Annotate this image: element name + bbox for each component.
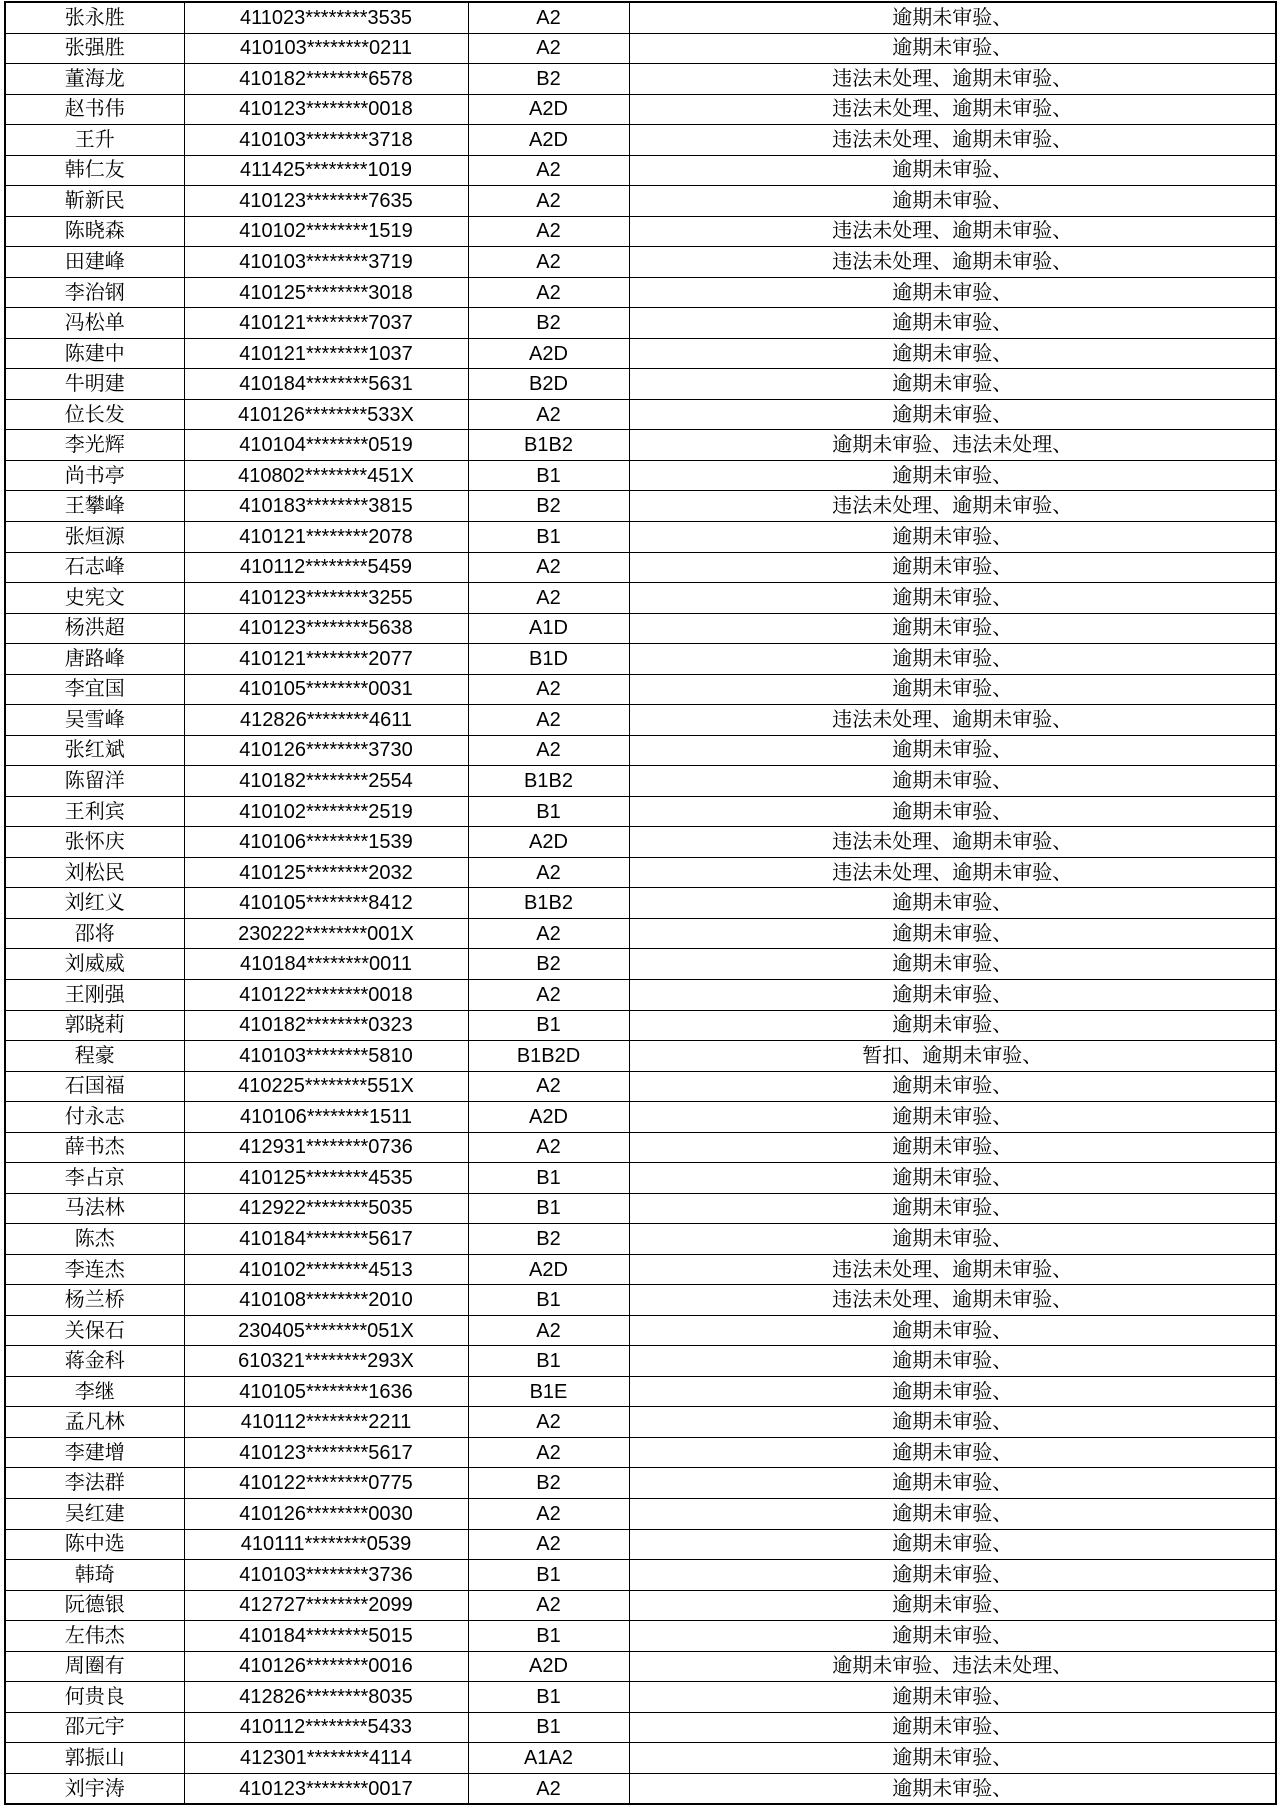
driver-name-cell: 周圈有 (5, 1651, 184, 1682)
status-reason-cell: 违法未处理、逾期未审验、 (629, 216, 1276, 247)
status-reason-cell: 逾期未审验、 (629, 796, 1276, 827)
driver-name-cell: 左伟杰 (5, 1621, 184, 1652)
driver-name-cell: 邵元宇 (5, 1712, 184, 1743)
license-class-cell: B1B2 (468, 430, 629, 461)
license-class-cell: B1D (468, 644, 629, 675)
status-reason-cell: 违法未处理、逾期未审验、 (629, 94, 1276, 125)
table-row (5, 308, 1276, 339)
driver-name-cell: 蒋金科 (5, 1346, 184, 1377)
id-number-cell: 410105********8412 (184, 888, 468, 919)
license-class-cell: B1 (468, 1621, 629, 1652)
status-reason-cell: 逾期未审验、 (629, 644, 1276, 675)
table-row (5, 583, 1276, 614)
status-reason-cell: 逾期未审验、 (629, 1102, 1276, 1133)
status-reason-cell: 逾期未审验、 (629, 399, 1276, 430)
id-number-cell: 410103********0211 (184, 33, 468, 64)
driver-name-cell: 史宪文 (5, 583, 184, 614)
id-number-cell: 410184********5617 (184, 1224, 468, 1255)
status-reason-cell: 逾期未审验、 (629, 949, 1276, 980)
driver-name-cell: 程豪 (5, 1041, 184, 1072)
driver-name-cell: 薛书杰 (5, 1132, 184, 1163)
license-class-cell: A2 (468, 1071, 629, 1102)
license-class-cell: B1B2 (468, 888, 629, 919)
status-reason-cell: 逾期未审验、 (629, 1773, 1276, 1804)
driver-name-cell: 位长发 (5, 399, 184, 430)
license-class-cell: B2 (468, 308, 629, 339)
status-reason-cell: 逾期未审验、 (629, 979, 1276, 1010)
status-reason-cell: 逾期未审验、 (629, 1315, 1276, 1346)
driver-name-cell: 尚书亭 (5, 460, 184, 491)
driver-name-cell: 韩琦 (5, 1560, 184, 1591)
table-row (5, 1346, 1276, 1377)
id-number-cell: 412826********4611 (184, 705, 468, 736)
driver-name-cell: 邵将 (5, 918, 184, 949)
license-class-cell: A2 (468, 1437, 629, 1468)
license-class-cell: B1 (468, 1682, 629, 1713)
status-reason-cell: 逾期未审验、 (629, 369, 1276, 400)
license-class-cell: B2D (468, 369, 629, 400)
id-number-cell: 410184********5015 (184, 1621, 468, 1652)
table-row (5, 979, 1276, 1010)
license-class-cell: B1 (468, 1163, 629, 1194)
status-reason-cell: 逾期未审验、 (629, 1529, 1276, 1560)
id-number-cell: 410125********4535 (184, 1163, 468, 1194)
driver-name-cell: 郭振山 (5, 1743, 184, 1774)
status-reason-cell: 逾期未审验、 (629, 460, 1276, 491)
table-row (5, 644, 1276, 675)
id-number-cell: 410106********1539 (184, 827, 468, 858)
table-row (5, 1499, 1276, 1530)
license-class-cell: A2D (468, 125, 629, 156)
id-number-cell: 411023********3535 (184, 2, 468, 33)
id-number-cell: 410102********2519 (184, 796, 468, 827)
status-reason-cell: 逾期未审验、 (629, 1163, 1276, 1194)
table-row (5, 735, 1276, 766)
driver-name-cell: 王利宾 (5, 796, 184, 827)
id-number-cell: 610321********293X (184, 1346, 468, 1377)
license-class-cell: A2 (468, 705, 629, 736)
license-class-cell: A2 (468, 186, 629, 217)
driver-name-cell: 陈晓森 (5, 216, 184, 247)
id-number-cell: 412727********2099 (184, 1590, 468, 1621)
license-class-cell: B1 (468, 1193, 629, 1224)
table-row (5, 1102, 1276, 1133)
table-row (5, 460, 1276, 491)
status-reason-cell: 逾期未审验、 (629, 1499, 1276, 1530)
license-class-cell: B2 (468, 949, 629, 980)
id-number-cell: 410123********7635 (184, 186, 468, 217)
status-reason-cell: 逾期未审验、 (629, 1712, 1276, 1743)
license-class-cell: B2 (468, 64, 629, 95)
id-number-cell: 410184********0011 (184, 949, 468, 980)
id-number-cell: 410112********5459 (184, 552, 468, 583)
status-reason-cell: 逾期未审验、 (629, 1468, 1276, 1499)
driver-name-cell: 石志峰 (5, 552, 184, 583)
status-reason-cell: 逾期未审验、 (629, 308, 1276, 339)
id-number-cell: 412301********4114 (184, 1743, 468, 1774)
table-row (5, 125, 1276, 156)
license-class-cell: B1 (468, 1346, 629, 1377)
license-class-cell: B1 (468, 796, 629, 827)
status-reason-cell: 逾期未审验、 (629, 2, 1276, 33)
table-row (5, 338, 1276, 369)
status-reason-cell: 违法未处理、逾期未审验、 (629, 125, 1276, 156)
id-number-cell: 410103********3718 (184, 125, 468, 156)
table-row (5, 552, 1276, 583)
id-number-cell: 412922********5035 (184, 1193, 468, 1224)
driver-name-cell: 冯松单 (5, 308, 184, 339)
id-number-cell: 412826********8035 (184, 1682, 468, 1713)
driver-name-cell: 吴雪峰 (5, 705, 184, 736)
driver-name-cell: 王升 (5, 125, 184, 156)
driver-name-cell: 李占京 (5, 1163, 184, 1194)
table-row (5, 857, 1276, 888)
status-reason-cell: 逾期未审验、 (629, 1224, 1276, 1255)
id-number-cell: 410105********1636 (184, 1376, 468, 1407)
driver-name-cell: 刘松民 (5, 857, 184, 888)
table-row (5, 1773, 1276, 1804)
table-row (5, 766, 1276, 797)
id-number-cell: 410123********0018 (184, 94, 468, 125)
license-class-cell: B1 (468, 460, 629, 491)
table-row (5, 827, 1276, 858)
driver-name-cell: 张烜源 (5, 522, 184, 553)
id-number-cell: 410106********1511 (184, 1102, 468, 1133)
license-class-cell: A2D (468, 1102, 629, 1133)
status-reason-cell: 逾期未审验、 (629, 1376, 1276, 1407)
table-row (5, 1529, 1276, 1560)
license-class-cell: B1 (468, 1560, 629, 1591)
driver-name-cell: 吴红建 (5, 1499, 184, 1530)
status-reason-cell: 违法未处理、逾期未审验、 (629, 491, 1276, 522)
table-row (5, 796, 1276, 827)
table-row (5, 1041, 1276, 1072)
license-class-cell: A2 (468, 979, 629, 1010)
table-row (5, 1376, 1276, 1407)
id-number-cell: 410123********3255 (184, 583, 468, 614)
id-number-cell: 410112********5433 (184, 1712, 468, 1743)
license-class-cell: A2 (468, 918, 629, 949)
driver-name-cell: 刘威威 (5, 949, 184, 980)
table-row (5, 1132, 1276, 1163)
table-row (5, 522, 1276, 553)
table-row (5, 1193, 1276, 1224)
license-class-cell: A2 (468, 247, 629, 278)
license-class-cell: A2D (468, 94, 629, 125)
status-reason-cell: 逾期未审验、违法未处理、 (629, 1651, 1276, 1682)
table-row (5, 491, 1276, 522)
driver-name-cell: 李连杰 (5, 1254, 184, 1285)
id-number-cell: 410103********5810 (184, 1041, 468, 1072)
status-reason-cell: 逾期未审验、 (629, 33, 1276, 64)
records-table (4, 1, 1277, 1805)
table-row (5, 1315, 1276, 1346)
driver-name-cell: 张红斌 (5, 735, 184, 766)
table-row (5, 1285, 1276, 1316)
status-reason-cell: 逾期未审验、 (629, 613, 1276, 644)
driver-name-cell: 陈杰 (5, 1224, 184, 1255)
table-row (5, 1560, 1276, 1591)
table-row (5, 1071, 1276, 1102)
driver-name-cell: 唐路峰 (5, 644, 184, 675)
id-number-cell: 410802********451X (184, 460, 468, 491)
table-row (5, 430, 1276, 461)
table-row (5, 1163, 1276, 1194)
driver-name-cell: 石国福 (5, 1071, 184, 1102)
table-row (5, 369, 1276, 400)
license-class-cell: A2 (468, 1499, 629, 1530)
table-row (5, 949, 1276, 980)
table-row (5, 155, 1276, 186)
id-number-cell: 410182********0323 (184, 1010, 468, 1041)
license-class-cell: A2 (468, 583, 629, 614)
table-row (5, 399, 1276, 430)
driver-name-cell: 韩仁友 (5, 155, 184, 186)
driver-name-cell: 田建峰 (5, 247, 184, 278)
status-reason-cell: 逾期未审验、 (629, 674, 1276, 705)
table-row (5, 1712, 1276, 1743)
id-number-cell: 410125********2032 (184, 857, 468, 888)
status-reason-cell: 违法未处理、逾期未审验、 (629, 1254, 1276, 1285)
license-class-cell: A1D (468, 613, 629, 644)
license-class-cell: B1B2D (468, 1041, 629, 1072)
table-row (5, 64, 1276, 95)
status-reason-cell: 逾期未审验、 (629, 552, 1276, 583)
table-row (5, 1590, 1276, 1621)
status-reason-cell: 逾期未审验、 (629, 1193, 1276, 1224)
driver-name-cell: 刘宇涛 (5, 1773, 184, 1804)
license-class-cell: A2D (468, 1254, 629, 1285)
table-row (5, 1743, 1276, 1774)
id-number-cell: 412931********0736 (184, 1132, 468, 1163)
status-reason-cell: 逾期未审验、违法未处理、 (629, 430, 1276, 461)
status-reason-cell: 逾期未审验、 (629, 1590, 1276, 1621)
license-class-cell: A2 (468, 1132, 629, 1163)
status-reason-cell: 逾期未审验、 (629, 735, 1276, 766)
id-number-cell: 410123********5617 (184, 1437, 468, 1468)
driver-name-cell: 阮德银 (5, 1590, 184, 1621)
table-row (5, 1254, 1276, 1285)
driver-name-cell: 靳新民 (5, 186, 184, 217)
table-row (5, 2, 1276, 33)
license-class-cell: A2 (468, 216, 629, 247)
id-number-cell: 410121********1037 (184, 338, 468, 369)
status-reason-cell: 逾期未审验、 (629, 1682, 1276, 1713)
driver-name-cell: 赵书伟 (5, 94, 184, 125)
status-reason-cell: 逾期未审验、 (629, 918, 1276, 949)
license-class-cell: B2 (468, 1468, 629, 1499)
license-class-cell: A2 (468, 155, 629, 186)
driver-name-cell: 张永胜 (5, 2, 184, 33)
id-number-cell: 410184********5631 (184, 369, 468, 400)
table-row (5, 613, 1276, 644)
id-number-cell: 410108********2010 (184, 1285, 468, 1316)
id-number-cell: 410183********3815 (184, 491, 468, 522)
license-class-cell: B1 (468, 1712, 629, 1743)
license-class-cell: B1E (468, 1376, 629, 1407)
license-class-cell: A2D (468, 338, 629, 369)
id-number-cell: 410104********0519 (184, 430, 468, 461)
status-reason-cell: 逾期未审验、 (629, 1071, 1276, 1102)
status-reason-cell: 逾期未审验、 (629, 1010, 1276, 1041)
id-number-cell: 410182********6578 (184, 64, 468, 95)
records-body (5, 2, 1276, 1804)
license-class-cell: A2D (468, 1651, 629, 1682)
status-reason-cell: 违法未处理、逾期未审验、 (629, 857, 1276, 888)
id-number-cell: 410121********2078 (184, 522, 468, 553)
license-class-cell: B1B2 (468, 766, 629, 797)
id-number-cell: 410103********3736 (184, 1560, 468, 1591)
driver-name-cell: 何贵良 (5, 1682, 184, 1713)
driver-name-cell: 杨洪超 (5, 613, 184, 644)
license-class-cell: A2 (468, 277, 629, 308)
status-reason-cell: 逾期未审验、 (629, 338, 1276, 369)
status-reason-cell: 违法未处理、逾期未审验、 (629, 64, 1276, 95)
table-row (5, 1437, 1276, 1468)
id-number-cell: 410123********5638 (184, 613, 468, 644)
table-row (5, 1468, 1276, 1499)
license-class-cell: B2 (468, 491, 629, 522)
driver-name-cell: 孟凡林 (5, 1407, 184, 1438)
driver-name-cell: 李法群 (5, 1468, 184, 1499)
driver-name-cell: 郭晓莉 (5, 1010, 184, 1041)
status-reason-cell: 违法未处理、逾期未审验、 (629, 247, 1276, 278)
driver-name-cell: 关保石 (5, 1315, 184, 1346)
id-number-cell: 410102********4513 (184, 1254, 468, 1285)
id-number-cell: 410112********2211 (184, 1407, 468, 1438)
license-class-cell: A2 (468, 399, 629, 430)
driver-name-cell: 李宜国 (5, 674, 184, 705)
driver-name-cell: 陈中选 (5, 1529, 184, 1560)
table-row (5, 247, 1276, 278)
table-row (5, 1407, 1276, 1438)
id-number-cell: 410122********0018 (184, 979, 468, 1010)
status-reason-cell: 逾期未审验、 (629, 888, 1276, 919)
driver-name-cell: 王刚强 (5, 979, 184, 1010)
table-row (5, 186, 1276, 217)
status-reason-cell: 逾期未审验、 (629, 1743, 1276, 1774)
id-number-cell: 410102********1519 (184, 216, 468, 247)
status-reason-cell: 逾期未审验、 (629, 277, 1276, 308)
table-row (5, 277, 1276, 308)
license-class-cell: A2 (468, 552, 629, 583)
status-reason-cell: 逾期未审验、 (629, 1437, 1276, 1468)
driver-name-cell: 李建增 (5, 1437, 184, 1468)
license-class-cell: A2 (468, 857, 629, 888)
license-class-cell: A2 (468, 1407, 629, 1438)
id-number-cell: 410123********0017 (184, 1773, 468, 1804)
license-class-cell: A2D (468, 827, 629, 858)
table-row (5, 1010, 1276, 1041)
license-class-cell: B1 (468, 522, 629, 553)
id-number-cell: 410105********0031 (184, 674, 468, 705)
table-row (5, 918, 1276, 949)
id-number-cell: 410111********0539 (184, 1529, 468, 1560)
status-reason-cell: 逾期未审验、 (629, 1560, 1276, 1591)
status-reason-cell: 逾期未审验、 (629, 1407, 1276, 1438)
id-number-cell: 410126********0016 (184, 1651, 468, 1682)
license-class-cell: B2 (468, 1224, 629, 1255)
id-number-cell: 411425********1019 (184, 155, 468, 186)
driver-name-cell: 陈留洋 (5, 766, 184, 797)
status-reason-cell: 逾期未审验、 (629, 583, 1276, 614)
driver-name-cell: 张怀庆 (5, 827, 184, 858)
id-number-cell: 410126********0030 (184, 1499, 468, 1530)
license-class-cell: B1 (468, 1285, 629, 1316)
license-class-cell: A2 (468, 2, 629, 33)
license-class-cell: A2 (468, 33, 629, 64)
driver-name-cell: 刘红义 (5, 888, 184, 919)
driver-name-cell: 马法林 (5, 1193, 184, 1224)
license-class-cell: A2 (468, 1529, 629, 1560)
id-number-cell: 410125********3018 (184, 277, 468, 308)
status-reason-cell: 违法未处理、逾期未审验、 (629, 827, 1276, 858)
license-class-cell: A1A2 (468, 1743, 629, 1774)
table-row (5, 1621, 1276, 1652)
status-reason-cell: 逾期未审验、 (629, 186, 1276, 217)
id-number-cell: 410122********0775 (184, 1468, 468, 1499)
id-number-cell: 410182********2554 (184, 766, 468, 797)
id-number-cell: 230405********051X (184, 1315, 468, 1346)
table-row (5, 1651, 1276, 1682)
driver-name-cell: 张强胜 (5, 33, 184, 64)
driver-name-cell: 牛明建 (5, 369, 184, 400)
table-row (5, 1682, 1276, 1713)
status-reason-cell: 逾期未审验、 (629, 155, 1276, 186)
status-reason-cell: 违法未处理、逾期未审验、 (629, 1285, 1276, 1316)
id-number-cell: 410126********533X (184, 399, 468, 430)
status-reason-cell: 逾期未审验、 (629, 766, 1276, 797)
status-reason-cell: 违法未处理、逾期未审验、 (629, 705, 1276, 736)
table-row (5, 705, 1276, 736)
driver-name-cell: 李光辉 (5, 430, 184, 461)
driver-name-cell: 董海龙 (5, 64, 184, 95)
id-number-cell: 410225********551X (184, 1071, 468, 1102)
status-reason-cell: 逾期未审验、 (629, 1132, 1276, 1163)
license-class-cell: A2 (468, 1590, 629, 1621)
status-reason-cell: 逾期未审验、 (629, 522, 1276, 553)
driver-name-cell: 付永志 (5, 1102, 184, 1133)
driver-name-cell: 陈建中 (5, 338, 184, 369)
license-class-cell: A2 (468, 674, 629, 705)
license-class-cell: A2 (468, 1315, 629, 1346)
status-reason-cell: 逾期未审验、 (629, 1621, 1276, 1652)
table-row (5, 33, 1276, 64)
table-row (5, 1224, 1276, 1255)
id-number-cell: 230222********001X (184, 918, 468, 949)
table-row (5, 674, 1276, 705)
driver-name-cell: 王攀峰 (5, 491, 184, 522)
status-reason-cell: 逾期未审验、 (629, 1346, 1276, 1377)
driver-name-cell: 李继 (5, 1376, 184, 1407)
table-row (5, 888, 1276, 919)
status-reason-cell: 暂扣、逾期未审验、 (629, 1041, 1276, 1072)
table-row (5, 216, 1276, 247)
id-number-cell: 410103********3719 (184, 247, 468, 278)
id-number-cell: 410121********2077 (184, 644, 468, 675)
driver-name-cell: 李治钢 (5, 277, 184, 308)
id-number-cell: 410126********3730 (184, 735, 468, 766)
driver-name-cell: 杨兰桥 (5, 1285, 184, 1316)
license-class-cell: A2 (468, 735, 629, 766)
license-class-cell: A2 (468, 1773, 629, 1804)
license-class-cell: B1 (468, 1010, 629, 1041)
table-row (5, 94, 1276, 125)
id-number-cell: 410121********7037 (184, 308, 468, 339)
